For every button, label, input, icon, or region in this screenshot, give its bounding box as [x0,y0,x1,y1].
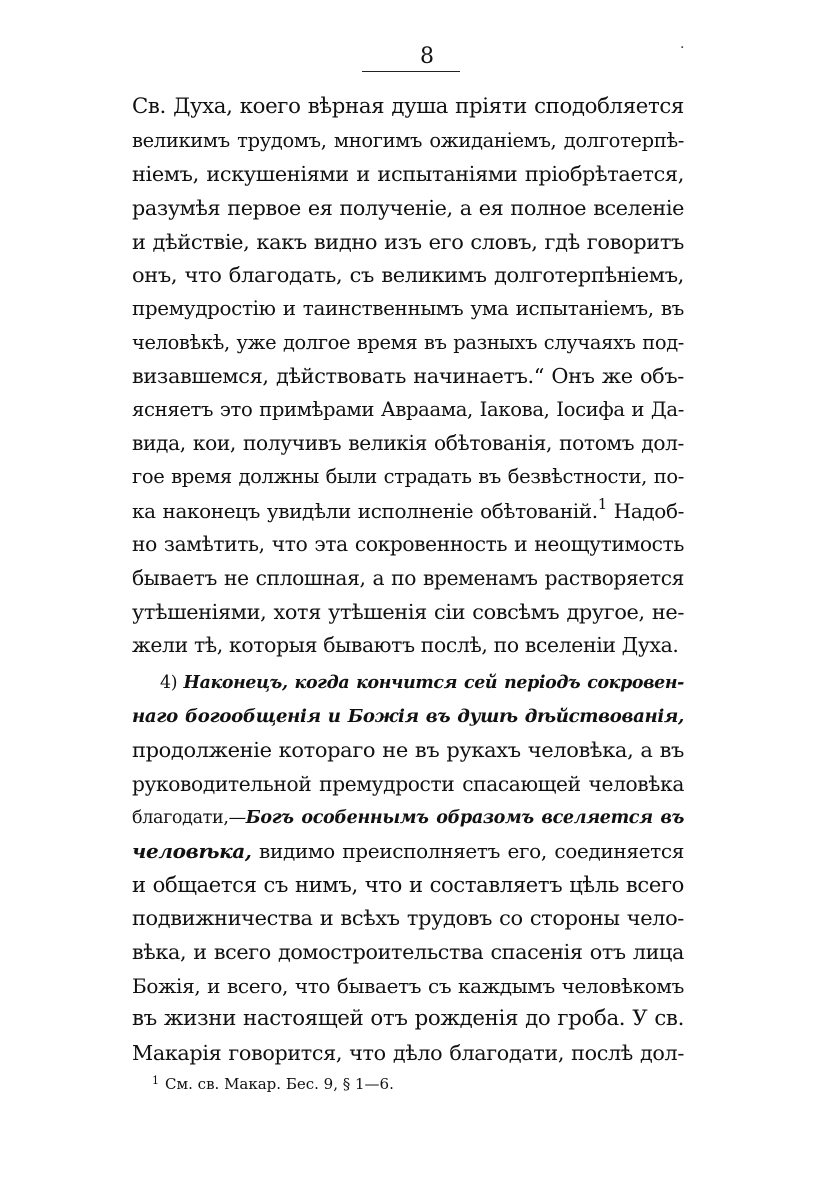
text-line-13 [132,494,684,528]
text-line-25: подвижничества и всѣхъ трудовъ со стороны чело- [132,906,684,931]
text-line-4: разумѣя первое ея полученіе, а ея полное вселеніе [132,195,684,220]
text-line-15: бываетъ не сплошная, а по временамъ растворяется [132,566,684,590]
text-line-24: и общается съ нимъ, что и составляетъ цѣль всего [132,871,684,897]
text-line-5: и дѣйствіе, какъ видно изъ его словъ, гдѣ говоритъ [132,229,684,254]
header-rule [362,71,460,72]
text-line-20: продолженіе котораго не въ рукахъ человѣка, а въ [132,738,684,763]
text-segment: благодати,— [132,807,246,828]
text-line-28: въ жизни настоящей отъ рожденія до гроба. У св. [132,1006,684,1032]
text-line-3: ніемъ, искушеніями и испытаніями пріобрѣтается, [132,162,684,187]
text-segment: 4) [160,672,184,693]
text-line-26: вѣка, и всего домостроительства спасенія отъ лица [132,940,684,965]
text-line-1: Св. Духа, коего вѣрная душа пріяти сподобляется [132,94,684,119]
text-line-12: гое время должны были страдать въ безвѣстности, по- [132,465,684,489]
footnote-text: См. св. Макар. Бес. 9, § 1—6. [165,1075,394,1093]
text-line-23 [132,834,684,868]
text-line-17: жели тѣ, которыя бываютъ послѣ, по вселеніи Духа. [132,633,679,658]
text-line-14: но замѣтить, что эта сокровенность и неощутимость [132,532,684,557]
footnote-reference: 1 [597,494,607,513]
text-line-10: ясняетъ это примѣрами Авраама, Іакова, Іосифа и Да- [132,397,684,421]
text-line-18 [160,666,684,700]
text-line-21: руководительной премудрости спасающей человѣка [132,771,684,796]
text-line-2: великимъ трудомъ, многимъ ожиданіемъ, долготерпѣ- [132,128,684,152]
text-segment: видимо преисполняетъ его, соединяется [251,839,684,864]
italic-segment: человѣка, [132,839,252,864]
text-line-29: Макарія говорится, что дѣло благодати, послѣ дол- [132,1041,684,1065]
text-line-11: вида, кои, получивъ великія обѣтованія, потомъ дол- [132,431,684,456]
text-line-6: онъ, что благодать, съ великимъ долготерпѣніемъ, [132,263,684,288]
text-line-27: Божія, и всего, что бываетъ съ каждымъ человѣкомъ [132,973,684,998]
page-number: 8 [420,44,434,69]
text-line-7: премудростію и таинственнымъ ума испытаніемъ, въ [132,296,684,320]
text-segment: ка наконецъ увидѣли исполненіе обѣтованій. [132,498,598,523]
text-line-16: утѣшеніями, хотя утѣшенія сіи совсѣмъ другое, не- [132,599,684,624]
text-segment: Надоб- [606,498,684,523]
italic-segment: наго богообщенія и Божія въ душѣ дѣйствованія, [132,705,684,727]
corner-speck: · [680,40,685,56]
text-line-19 [132,700,684,734]
text-line-8: человѣкѣ, уже долгое время въ разныхъ случаяхъ под- [132,330,684,354]
italic-segment: Богъ особеннымъ образомъ вселяется въ [245,807,684,828]
italic-segment: Наконецъ, когда кончится сей періодъ сокровен- [183,672,684,693]
text-line-9: визавшемся, дѣйствовать начинаетъ.“ Онъ же объ- [132,364,684,389]
footnote-mark: 1 [152,1074,159,1087]
footnote [152,1071,682,1094]
text-line-22 [132,801,684,835]
